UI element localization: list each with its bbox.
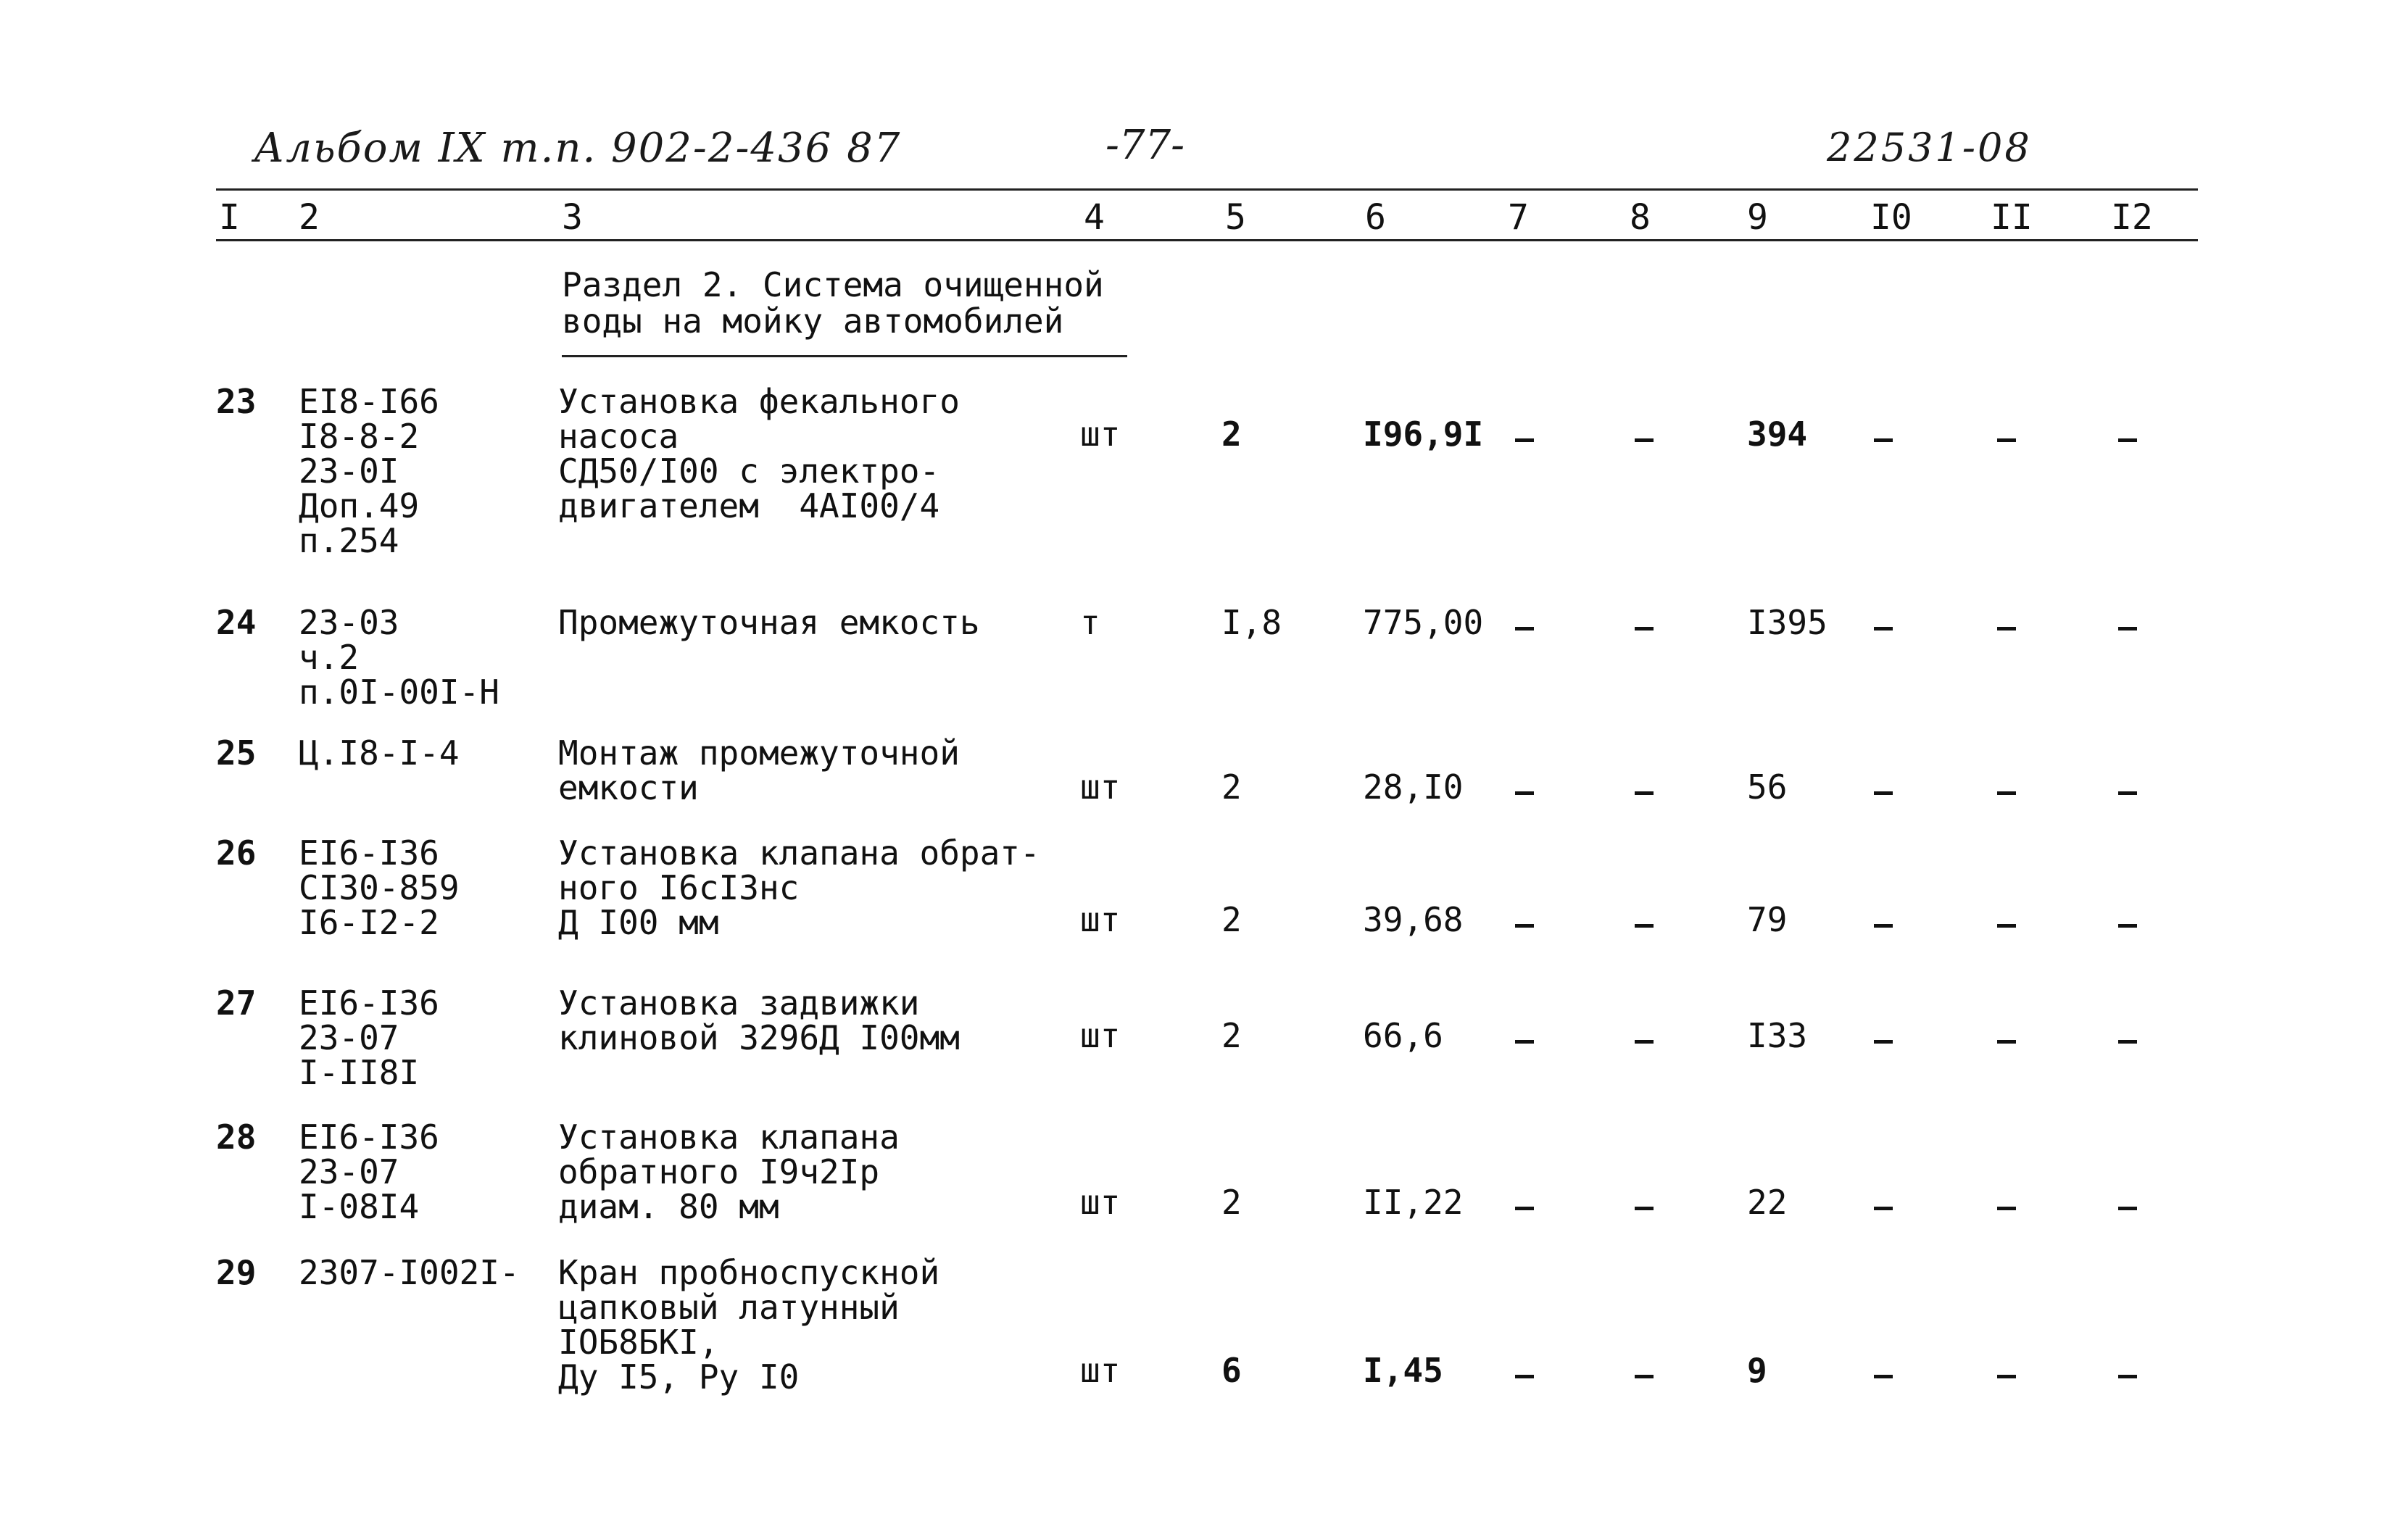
row-code: 23-03 ч.2 п.0I-00I-Н [299, 603, 499, 712]
row-c11-dash [1997, 1375, 2016, 1378]
section-heading: Раздел 2. Система очищенной воды на мойку автомобилей [562, 265, 1104, 341]
row-code: 2307-I002I- [299, 1253, 520, 1292]
row-number: 28 [216, 1117, 257, 1157]
row-name: Промежуточная емкость [558, 603, 980, 642]
row-c8-dash [1635, 924, 1654, 928]
row-c8-dash [1635, 627, 1654, 630]
row-quantity: 2 [1221, 1016, 1242, 1055]
row-number: 27 [216, 983, 257, 1023]
row-c11-dash [1997, 791, 2016, 795]
column-number-6: 6 [1365, 197, 1386, 238]
column-number-4: 4 [1084, 197, 1105, 238]
column-number-3: 3 [562, 197, 583, 238]
row-c8-dash [1635, 1040, 1654, 1044]
header-top-rule [216, 188, 2198, 191]
row-name: Установка фекального насоса СД50/I00 с электро- двигателем 4AI00/4 [558, 382, 960, 525]
page-number: -77- [1105, 122, 1185, 169]
column-number-8: 8 [1630, 197, 1651, 238]
row-unit: шт [1080, 1183, 1121, 1222]
row-c7-dash [1515, 1207, 1534, 1210]
row-unit-price: 28,I0 [1363, 767, 1464, 807]
row-c12-dash [2118, 1040, 2137, 1044]
section-underline [562, 355, 1127, 357]
row-c11-dash [1997, 627, 2016, 630]
column-number-5: 5 [1225, 197, 1246, 238]
row-unit-price: 39,68 [1363, 900, 1464, 939]
row-c8-dash [1635, 1207, 1654, 1210]
row-unit: шт [1080, 415, 1121, 454]
row-unit-price: II,22 [1363, 1183, 1464, 1222]
row-number: 26 [216, 833, 257, 873]
row-total: 394 [1747, 415, 1808, 454]
row-name: Установка клапана обрат- ного I6cI3нс Д I00 мм [558, 833, 1040, 942]
column-number-10: I0 [1870, 197, 1912, 238]
column-number-1: I [219, 197, 240, 238]
row-c12-dash [2118, 791, 2137, 795]
row-name: Установка задвижки клиновой 3296Д I00мм [558, 983, 960, 1057]
row-c10-dash [1874, 1040, 1893, 1044]
row-c8-dash [1635, 438, 1654, 442]
row-total: I395 [1747, 603, 1827, 642]
row-unit-price: 66,6 [1363, 1016, 1443, 1055]
row-name: Монтаж промежуточной емкости [558, 733, 960, 807]
row-c10-dash [1874, 791, 1893, 795]
document-code: 22531-08 [1827, 125, 2032, 170]
row-unit-price: I,45 [1363, 1351, 1443, 1390]
row-code: EI6-I36 23-07 I-08I4 [299, 1117, 439, 1226]
row-name: Кран пробноспускной цапковый латунный IOБ8БКI, Ду I5, Ру I0 [558, 1253, 940, 1397]
row-c11-dash [1997, 1040, 2016, 1044]
row-c10-dash [1874, 438, 1893, 442]
row-code: EI6-I36 23-07 I-II8I [299, 983, 439, 1092]
row-c11-dash [1997, 1207, 2016, 1210]
column-number-2: 2 [299, 197, 320, 238]
row-c10-dash [1874, 1207, 1893, 1210]
row-quantity: 6 [1221, 1351, 1242, 1390]
row-unit: т [1080, 603, 1100, 642]
row-c7-dash [1515, 791, 1534, 795]
row-number: 24 [216, 603, 257, 642]
row-c10-dash [1874, 924, 1893, 928]
row-name: Установка клапана обратного I9ч2Iр диам. 80 мм [558, 1117, 900, 1226]
column-number-7: 7 [1508, 197, 1529, 238]
row-total: 9 [1747, 1351, 1767, 1390]
row-c7-dash [1515, 627, 1534, 630]
row-number: 23 [216, 382, 257, 421]
row-unit: шт [1080, 767, 1121, 807]
row-c11-dash [1997, 438, 2016, 442]
row-c7-dash [1515, 1375, 1534, 1378]
row-quantity: 2 [1221, 1183, 1242, 1222]
row-total: 56 [1747, 767, 1788, 807]
row-number: 29 [216, 1253, 257, 1292]
row-unit: шт [1080, 1351, 1121, 1390]
row-c12-dash [2118, 438, 2137, 442]
row-c7-dash [1515, 924, 1534, 928]
row-c7-dash [1515, 1040, 1534, 1044]
row-c10-dash [1874, 627, 1893, 630]
row-total: I33 [1747, 1016, 1808, 1055]
row-quantity: 2 [1221, 767, 1242, 807]
row-c7-dash [1515, 438, 1534, 442]
row-number: 25 [216, 733, 257, 773]
row-c8-dash [1635, 791, 1654, 795]
row-c10-dash [1874, 1375, 1893, 1378]
column-number-11: II [1991, 197, 2033, 238]
row-code: Ц.I8-I-4 [299, 733, 460, 773]
row-unit: шт [1080, 900, 1121, 939]
row-c12-dash [2118, 924, 2137, 928]
row-total: 22 [1747, 1183, 1788, 1222]
document-title: Альбом IX т.п. 902-2-436 87 [254, 125, 902, 172]
row-c12-dash [2118, 627, 2137, 630]
row-unit-price: 775,00 [1363, 603, 1484, 642]
row-c12-dash [2118, 1207, 2137, 1210]
row-quantity: 2 [1221, 900, 1242, 939]
header-bottom-rule [216, 239, 2198, 241]
row-quantity: I,8 [1221, 603, 1282, 642]
row-total: 79 [1747, 900, 1788, 939]
row-unit-price: I96,9I [1363, 415, 1484, 454]
row-c12-dash [2118, 1375, 2137, 1378]
row-code: EI8-I66 I8-8-2 23-0I Доп.49 п.254 [299, 382, 439, 560]
row-unit: шт [1080, 1016, 1121, 1055]
row-code: EI6-I36 CI30-859 I6-I2-2 [299, 833, 460, 942]
column-number-12: I2 [2111, 197, 2153, 238]
row-quantity: 2 [1221, 415, 1242, 454]
row-c11-dash [1997, 924, 2016, 928]
column-number-9: 9 [1747, 197, 1768, 238]
row-c8-dash [1635, 1375, 1654, 1378]
